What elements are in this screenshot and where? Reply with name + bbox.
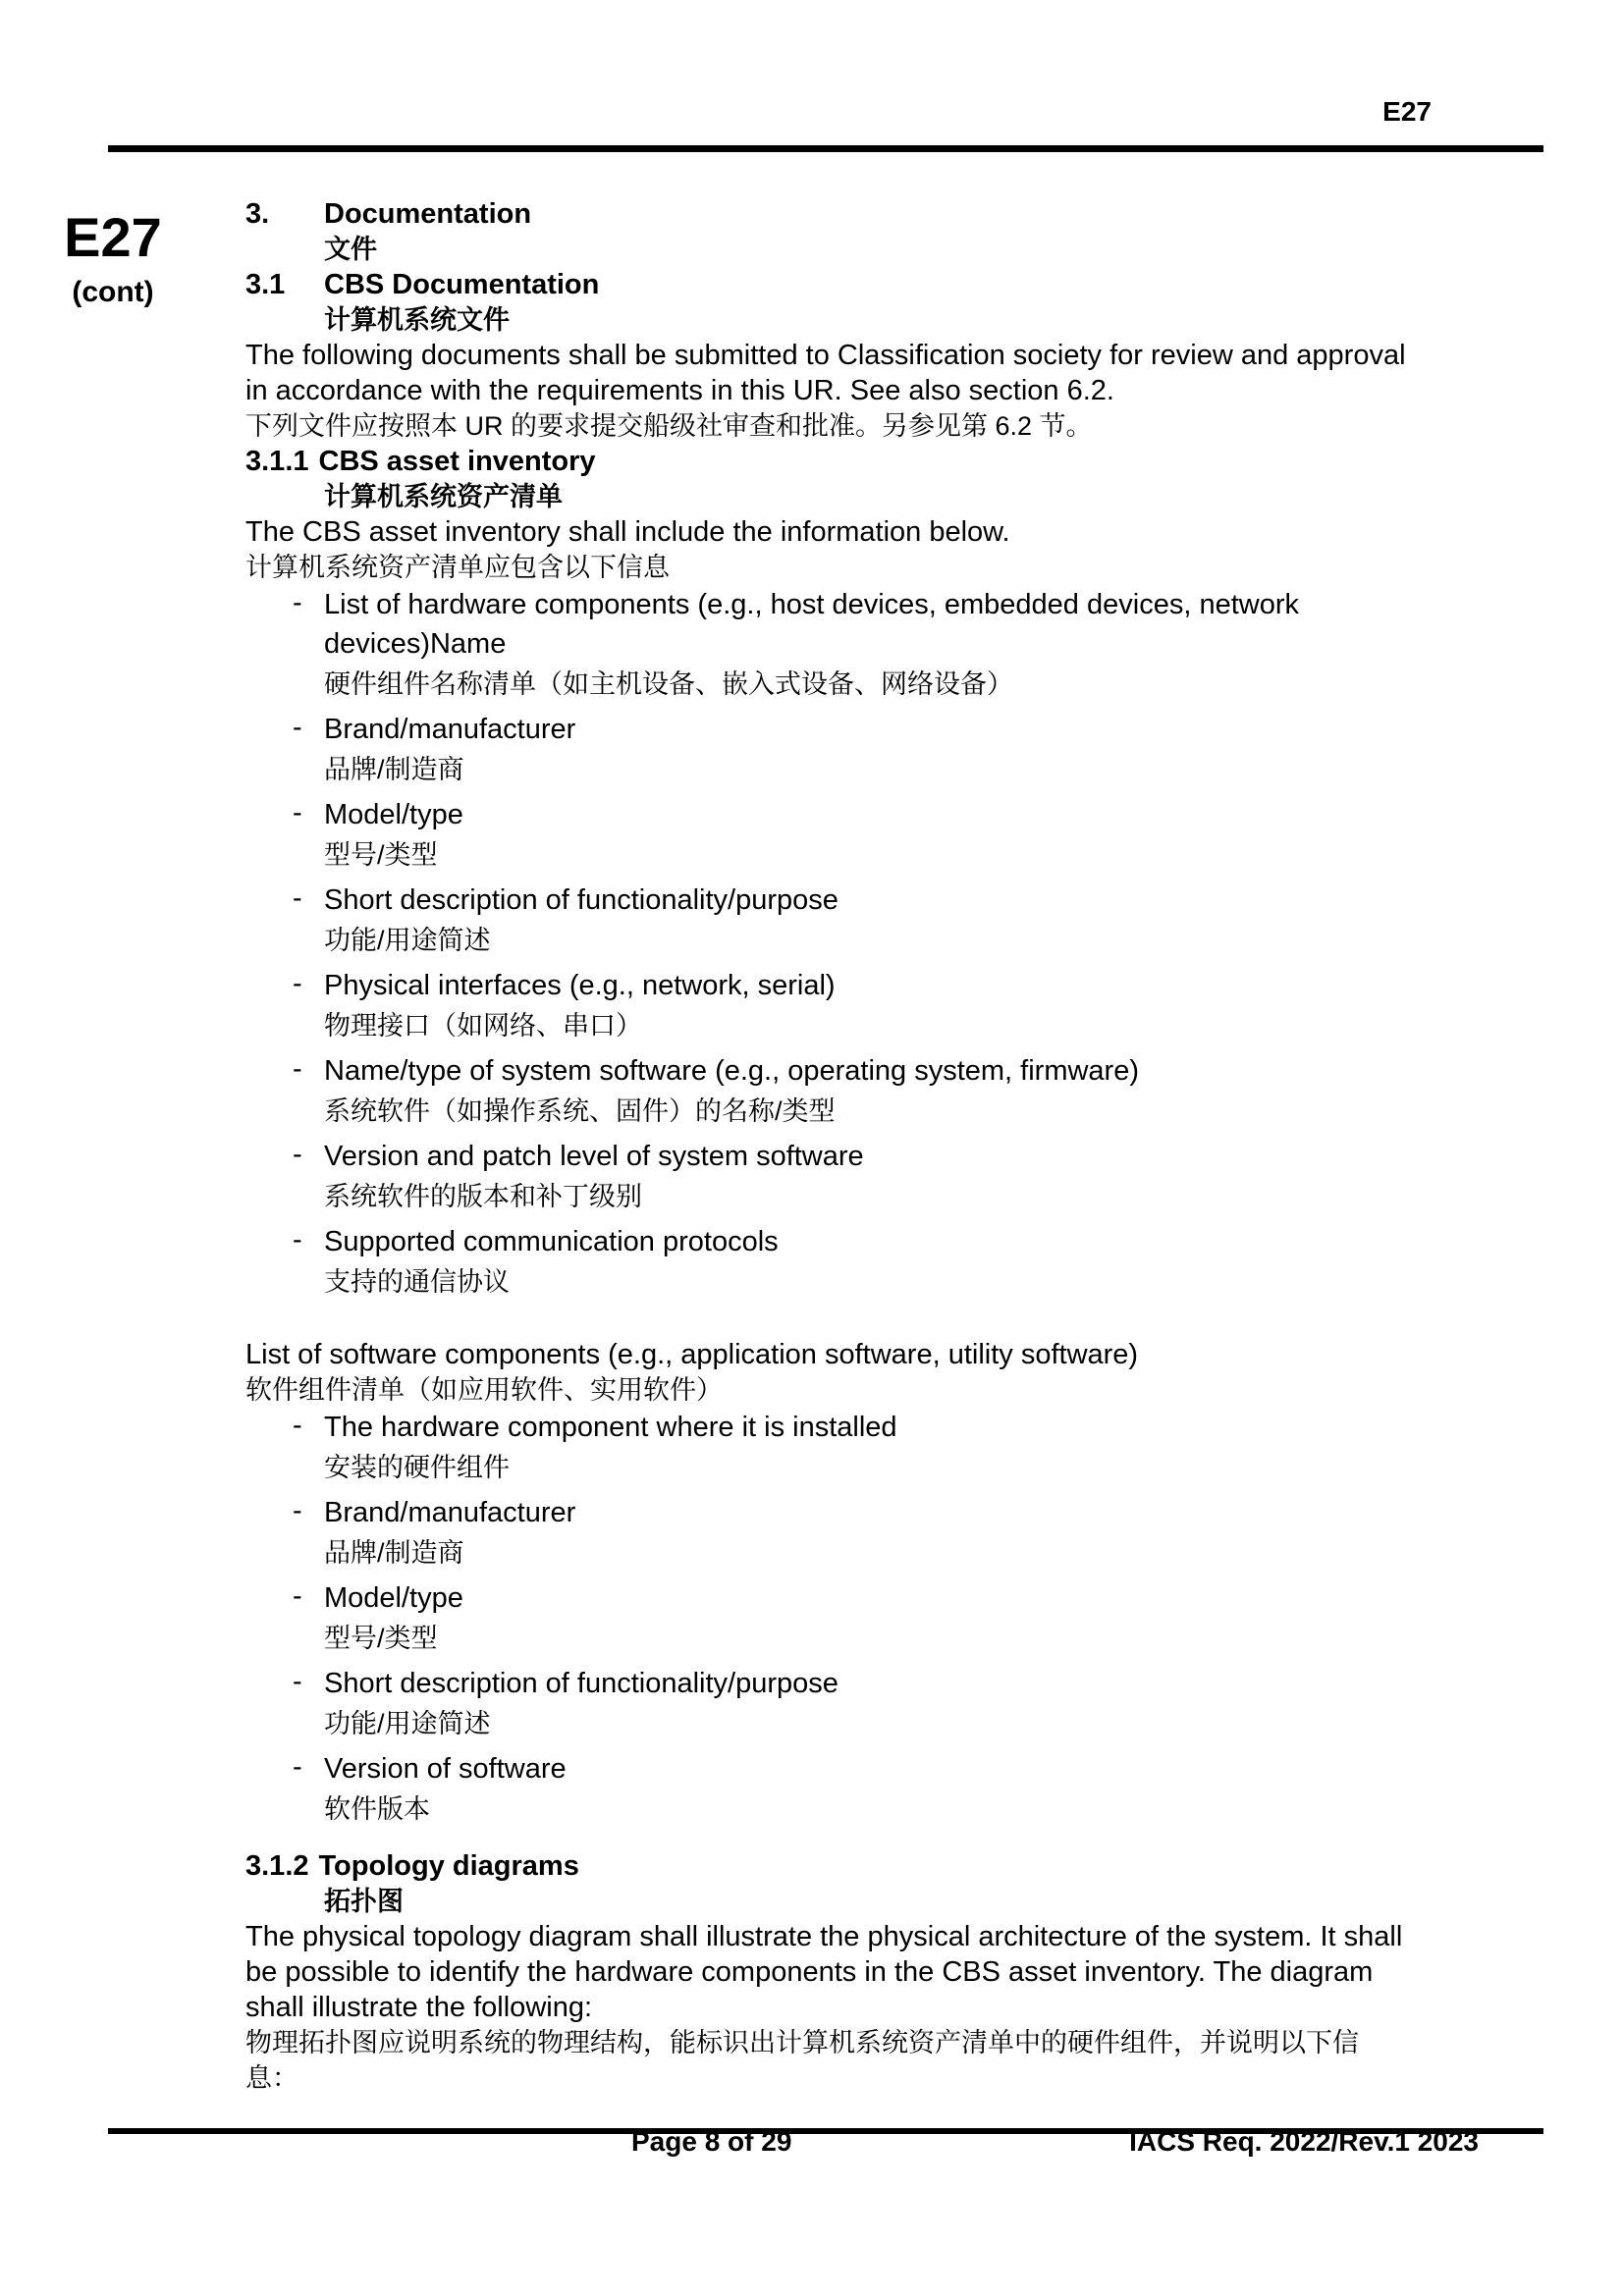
list-dash: - — [293, 1495, 302, 1526]
list-item-en: The hardware component where it is installed — [324, 1412, 897, 1443]
list-dash: - — [293, 1053, 302, 1085]
list-item-zh: 品牌/制造商 — [324, 755, 464, 784]
list-item-en: Model/type — [324, 799, 463, 830]
list-item-zh: 品牌/制造商 — [324, 1538, 464, 1568]
paragraph-zh — [245, 2025, 1512, 2096]
footer-page-number: Page 8 of 29 — [631, 2126, 792, 2157]
paragraph-line: 息： — [245, 2063, 298, 2093]
header-code: E27 — [1382, 96, 1432, 127]
list-item — [245, 1578, 1512, 1659]
section-title-zh: 计算机系统文件 — [324, 305, 510, 335]
list-dash: - — [293, 1410, 302, 1441]
list-item — [245, 881, 1512, 961]
list-item-zh: 型号/类型 — [324, 840, 438, 870]
section-title-zh: 计算机系统资产清单 — [324, 482, 563, 511]
list-item-zh: 功能/用途简述 — [324, 1709, 491, 1738]
section-3-1-2-heading — [245, 1848, 1512, 1884]
list-item — [245, 585, 1512, 705]
list-item-en: Model/type — [324, 1582, 463, 1614]
list-item-zh: 系统软件的版本和补丁级别 — [324, 1182, 642, 1211]
list-item-en: Version and patch level of system software — [324, 1141, 864, 1172]
list-item-en: Brand/manufacturer — [324, 1497, 576, 1528]
list-item-zh: 支持的通信协议 — [324, 1267, 510, 1297]
list-item — [245, 1493, 1512, 1574]
list-item — [245, 1664, 1512, 1744]
paragraph-en — [245, 338, 1512, 408]
list-dash: - — [293, 1139, 302, 1170]
list-dash: - — [293, 882, 302, 914]
list-item-zh: 系统软件（如操作系统、固件）的名称/类型 — [324, 1096, 836, 1126]
header-rule — [108, 145, 1543, 152]
section-3-1-1-heading — [245, 444, 1512, 479]
paragraph-zh: 下列文件应按照本 UR 的要求提交船级社审查和批准。另参见第 6.2 节。 — [245, 411, 1093, 441]
list-item-en: Brand/manufacturer — [324, 714, 576, 745]
list-item — [245, 1222, 1512, 1303]
list-item — [245, 1051, 1512, 1132]
software-intro-zh: 软件组件清单（如应用软件、实用软件） — [245, 1375, 723, 1405]
footer-reference: IACS Req. 2022/Rev.1 2023 — [1129, 2126, 1479, 2157]
list-item — [245, 710, 1512, 790]
list-item-en-cont: devices)Name — [324, 628, 507, 660]
section-title: Documentation — [324, 198, 532, 230]
list-item-zh: 软件版本 — [324, 1794, 430, 1824]
section-title: CBS Documentation — [324, 269, 600, 300]
section-number: 3.1.2 — [245, 1850, 309, 1882]
paragraph-line: be possible to identify the hardware components in the CBS asset inventory. The diagram — [245, 1956, 1374, 1988]
list-item-zh: 物理接口（如网络、串口） — [324, 1011, 642, 1041]
side-cont: (cont) — [72, 276, 154, 308]
list-item-en: Short description of functionality/purpose — [324, 884, 839, 916]
list-dash: - — [293, 712, 302, 743]
list-item — [245, 795, 1512, 876]
section-number: 3.1.1 — [245, 446, 309, 477]
section-title: Topology diagrams — [318, 1850, 579, 1882]
list-item — [245, 1137, 1512, 1217]
document-body — [245, 196, 1512, 2096]
list-item-en: Supported communication protocols — [324, 1226, 779, 1257]
section-number: 3. — [245, 198, 270, 230]
list-item-en: List of hardware components (e.g., host devices, embedded devices, network — [324, 589, 1299, 620]
list-item-en: Name/type of system software (e.g., operating system, firmware) — [324, 1055, 1139, 1087]
list-item — [245, 1408, 1512, 1488]
paragraph-line: 物理拓扑图应说明系统的物理结构，能标识出计算机系统资产清单中的硬件组件，并说明以下信 — [245, 2028, 1359, 2057]
side-code: E27 — [64, 206, 162, 268]
section-title-zh: 文件 — [324, 235, 377, 264]
spacer — [245, 1835, 1512, 1848]
list-item-zh: 安装的硬件组件 — [324, 1453, 510, 1482]
paragraph-line: in accordance with the requirements in this UR. See also section 6.2. — [245, 375, 1114, 406]
intro-zh: 计算机系统资产清单应包含以下信息 — [245, 553, 670, 582]
list-item-zh: 功能/用途简述 — [324, 926, 491, 955]
hardware-list — [245, 585, 1512, 1303]
section-3-heading — [245, 196, 1512, 232]
list-dash: - — [293, 968, 302, 999]
list-dash: - — [293, 797, 302, 828]
paragraph-en — [245, 1919, 1512, 2025]
list-dash: - — [293, 1580, 302, 1612]
list-dash: - — [293, 1751, 302, 1783]
section-number: 3.1 — [245, 269, 286, 300]
software-intro-en: List of software components (e.g., application software, utility software) — [245, 1339, 1139, 1370]
paragraph-line: The physical topology diagram shall illustrate the physical architecture of the system. It shall — [245, 1921, 1403, 1952]
list-item-en: Physical interfaces (e.g., network, serial) — [324, 970, 836, 1001]
list-dash: - — [293, 1666, 302, 1697]
spacer — [245, 1308, 1512, 1337]
software-list — [245, 1408, 1512, 1830]
section-title: CBS asset inventory — [318, 446, 596, 477]
paragraph-line: shall illustrate the following: — [245, 1992, 593, 2023]
list-dash: - — [293, 587, 302, 618]
list-item-en: Version of software — [324, 1753, 567, 1785]
list-item-en: Short description of functionality/purpose — [324, 1668, 839, 1699]
paragraph-line: The following documents shall be submitted to Classification society for review and approval — [245, 340, 1406, 371]
list-item-zh: 型号/类型 — [324, 1624, 438, 1653]
section-3-1-heading — [245, 267, 1512, 302]
side-label — [59, 206, 167, 312]
intro-en: The CBS asset inventory shall include the information below. — [245, 516, 1010, 548]
list-item — [245, 966, 1512, 1046]
list-item-zh: 硬件组件名称清单（如主机设备、嵌入式设备、网络设备） — [324, 669, 1013, 699]
list-dash: - — [293, 1224, 302, 1255]
section-title-zh: 拓扑图 — [324, 1887, 404, 1916]
list-item — [245, 1749, 1512, 1830]
